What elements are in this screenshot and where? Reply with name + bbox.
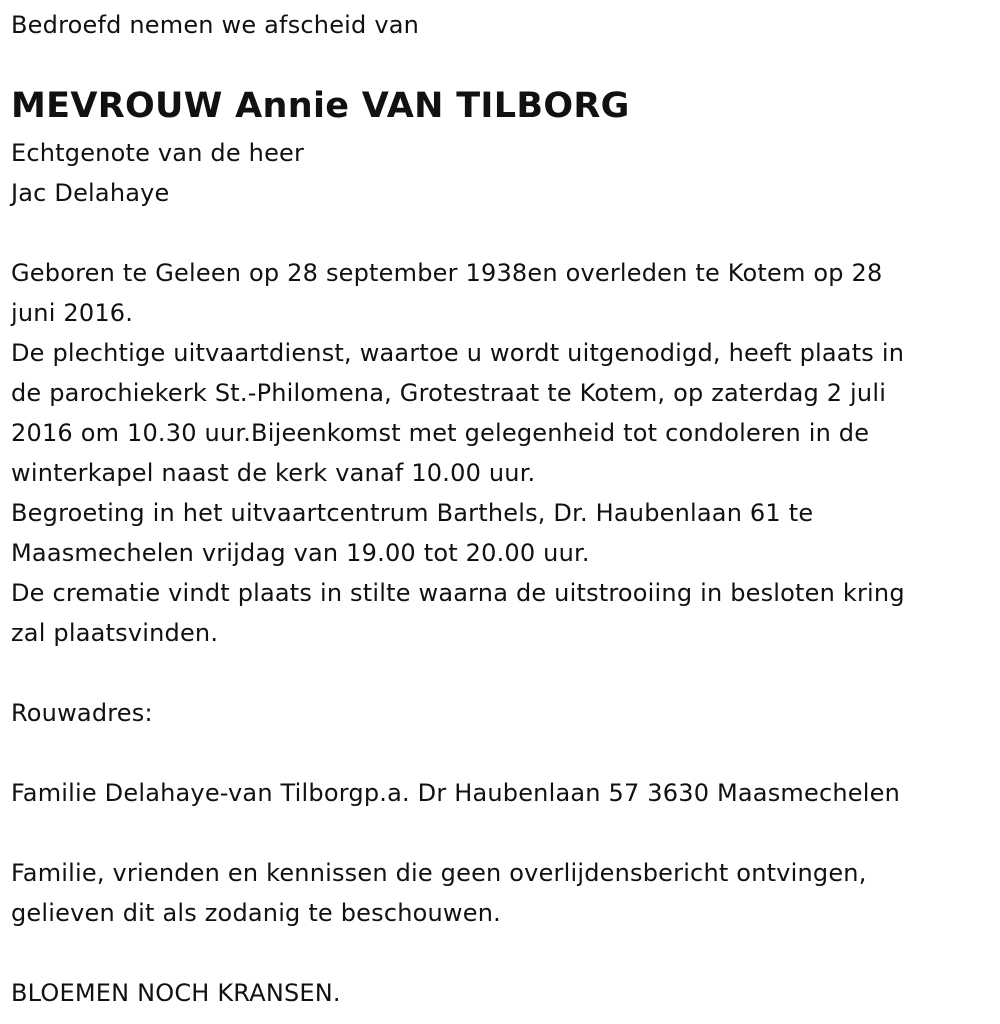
spouse-line: Jac Delahaye xyxy=(11,179,170,207)
details-line: De plechtige uitvaartdienst, waartoe u wordt uitgenodigd, heeft plaats in xyxy=(11,339,905,367)
details-line: juni 2016. xyxy=(11,299,134,327)
details-line: Geboren te Geleen op 28 september 1938en overleden te Kotem op 28 xyxy=(11,259,883,287)
details-line: De crematie vindt plaats in stilte waarna de uitstrooiing in besloten kring xyxy=(11,579,905,607)
spouse-line: Echtgenote van de heer xyxy=(11,139,305,167)
address-label: Rouwadres: xyxy=(11,699,153,727)
details-line: Begroeting in het uitvaartcentrum Barthels, Dr. Haubenlaan 61 te xyxy=(11,499,814,527)
notice-block xyxy=(11,853,867,933)
funeral-details xyxy=(11,253,905,653)
deceased-name: MEVROUW Annie VAN TILBORG xyxy=(11,86,630,126)
details-line: winterkapel naast de kerk vanaf 10.00 uur. xyxy=(11,459,536,487)
details-line: zal plaatsvinden. xyxy=(11,619,219,647)
details-line: de parochiekerk St.-Philomena, Grotestraat te Kotem, op zaterdag 2 juli xyxy=(11,379,887,407)
details-line: 2016 om 10.30 uur.Bijeenkomst met gelegenheid tot condoleren in de xyxy=(11,419,870,447)
intro-text: Bedroefd nemen we afscheid van xyxy=(11,11,420,39)
closing-text: BLOEMEN NOCH KRANSEN. xyxy=(11,979,341,1007)
notice-line: Familie, vrienden en kennissen die geen overlijdensbericht ontvingen, xyxy=(11,859,867,887)
details-line: Maasmechelen vrijdag van 19.00 tot 20.00 uur. xyxy=(11,539,590,567)
spouse-block xyxy=(11,133,304,213)
notice-line: gelieven dit als zodanig te beschouwen. xyxy=(11,899,501,927)
mourning-address: Familie Delahaye-van Tilborgp.a. Dr Haubenlaan 57 3630 Maasmechelen xyxy=(11,779,900,807)
